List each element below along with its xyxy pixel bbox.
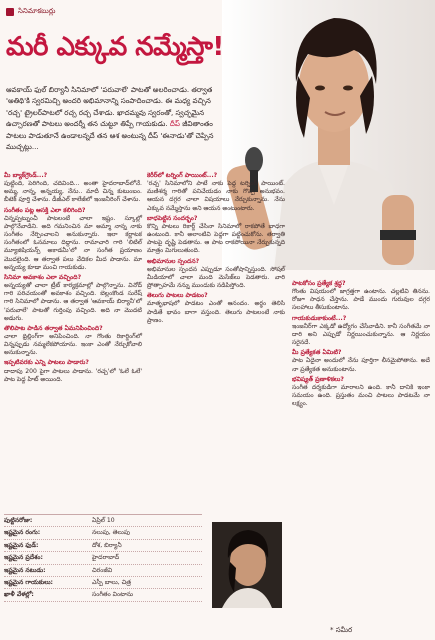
profile-value: చిరంజీవి bbox=[92, 566, 113, 574]
question: ఇప్పటివరకు ఎన్ని పాటలు పాడారు? bbox=[4, 359, 89, 367]
profile-row bbox=[4, 589, 202, 601]
column-3 bbox=[292, 278, 430, 408]
singer-thumbnail-illustration bbox=[212, 522, 282, 608]
rubric bbox=[6, 6, 55, 18]
intro-text: ఆవకాయ్ ఫుల్ బిర్యానీ సినిమాలో 'పరువాలే' పాటతో అలరించాడు. తర్వాత 'అతిథి'కి స్వరమిచ్చి అందరి అభిమానాన్ని సంపాదించాడు. ఈ మధ్య వచ్చిన 'రచ్చ' ట్రైలర్‌పాటలో రచ్చ రచ్చ చేశాడు. ఖాదమ్మవు స్వరంతో, స్వచ్ఛమైన ఉచ్చారణతో పాటలు అందర్నీ తన చుట్టూ తిప్పే గాయకుడు. bbox=[6, 85, 213, 129]
profile-label: ఇష్టమైన నటుడు: bbox=[4, 566, 46, 574]
answer: 'రచ్చ' సినిమాలోని పాటే నాకు పెద్ద టర్నింగ్ పాయింట్. మణిశర్మ గారితో పనిచేయడం నాకు గొప్ప అనుభవం. ఆయన దగ్గర చాలా విషయాలు నేర్చుకున్నాను. నేను ఎక్కువ నమ్మేస్తాను అని ఆయన అంటుంటారు. bbox=[147, 180, 285, 212]
answer: ఇంజనీర్‌గా ఎక్కడో ఉద్యోగం చేసేవాడిని. కానీ సంగీతమే నా దారి అని ఎప్పుడో నిర్ణయించుకున్నాను. ఆ నిర్ణయం సరైనదే. bbox=[292, 322, 430, 347]
question: సినిమా అవకాశం ఎలా వచ్చింది? bbox=[4, 273, 82, 281]
answer: అన్నయ్యతో చాలా ట్రీట్ కార్యక్రమాల్లో పాల్గొన్నాను. వినోద్ గారి పరిచయంతో అవకాశం వచ్చింది. బెల్లంకొండ సురేష్ గారి సినిమాలో పాడాను. ఆ తర్వాత 'ఆవకాయ్ బిర్యానీ'లో 'పరువాలే' పాటతో గుర్తింపు వచ్చింది. అది నా మొదటి అడుగు. bbox=[4, 282, 142, 322]
question: బాధపెట్టిన సందర్భం? bbox=[147, 214, 198, 222]
answer: చిన్నప్పట్నుంచీ పాటలంటే చాలా ఇష్టం. స్కూల్లో పాల్గొనేవాడిని. అది గమనించిన మా అమ్మా నాన్న నాకు సంగీతం నేర్పించాలని అనుకున్నారు. ఇలా కర్ణాటక సంగీతంలో ఓనమాలు దిద్దాను. రామాచారి గారి 'లిటిల్ మ్యూజిషియన్స్ అకాడమీ'లో నా సంగీత ప్రయాణం మొదలైంది. ఆ తర్వాత పలు వేదికల మీద పాడాను. మా అన్నయ్య కూడా మంచి గాయకుడు. bbox=[4, 214, 142, 271]
profile-row bbox=[4, 577, 202, 589]
question: గాయకుడుకాకుంటే...? bbox=[292, 314, 347, 322]
answer: అభిమానుల స్పందన ఎప్పుడూ సంతోషాన్నిస్తుంది. సోషల్ మీడియాలో చాలా మంది మెసేజ్‌లు పెడతారు. వారి ప్రోత్సాహమే నన్ను ముందుకు నడిపిస్తోంది. bbox=[147, 265, 285, 290]
answer: మాతృభాషలో పాడటం ఎంతో ఆనందం. అర్థం తెలిసి పాడితే భావం బాగా వస్తుంది. తెలుగు పాటలంటే నాకు ప్రాణం. bbox=[147, 300, 285, 324]
profile-label: ఇష్టమైన ఫుడ్: bbox=[4, 541, 39, 549]
question: సంగీతం పట్ల ఆసక్తి ఎలా కలిగింది? bbox=[4, 206, 86, 214]
profile-box bbox=[4, 514, 202, 602]
profile-value: హైదరాబాద్ bbox=[92, 554, 120, 562]
profile-row bbox=[4, 527, 202, 539]
singer-thumbnail bbox=[212, 522, 282, 608]
question: పాటకోసం ప్రత్యేక శ్రద్ధ? bbox=[292, 280, 346, 287]
profile-value: ఏప్రిల్ 10 bbox=[92, 517, 115, 524]
profile-label: పుట్టినరోజు: bbox=[4, 517, 33, 524]
profile-label: ఇష్టమైన గాయకులు: bbox=[4, 579, 53, 587]
question: మీ బ్యాక్‌గ్రౌండ్...? bbox=[4, 172, 48, 179]
answer: గొంతు విషయంలో జాగ్రత్తగా ఉంటాను. చల్లటివి తినను. రోజూ సాధన చేస్తాను. పాడే ముందు గురువుల దగ్గర సలహాలు తీసుకుంటాను. bbox=[292, 288, 430, 312]
answer: కొన్ని పాటలు రికార్డ్ చేసినా సినిమాలో రాకపోతే బాధగా ఉంటుంది. కానీ అలాంటివి పెద్దగా పట్టించుకోను. తర్వాతి పాటపై దృష్టి పెడతాను. ఆ పాట రాకపోయినా నేర్చుకున్నది మాత్రం మిగులుతుంది. bbox=[147, 222, 285, 255]
question: తెలుగు పాటలు పాడటం? bbox=[147, 292, 208, 300]
byline: * సమీర bbox=[330, 626, 353, 634]
byline-name: సమీర bbox=[335, 626, 353, 634]
intro-paragraph bbox=[6, 84, 218, 152]
profile-value: ఎస్పీ బాలు, చిత్ర bbox=[92, 579, 131, 587]
profile-value: నలుపు, తెలుపు bbox=[92, 529, 130, 537]
profile-label: ఇష్టమైన ప్రదేశం: bbox=[4, 554, 43, 562]
profile-row bbox=[4, 540, 202, 552]
profile-value: దోశ, బిర్యానీ bbox=[92, 541, 122, 549]
headline: మరీ ఎక్కువ నమ్మేస్తా! bbox=[6, 32, 224, 62]
profile-label: ఇష్టమైన రంగు: bbox=[4, 529, 41, 537]
question: మీ ప్రత్యేకత ఏమిటి? bbox=[292, 349, 342, 357]
profile-row bbox=[4, 552, 202, 564]
answer: పుట్టింది, పెరిగింది, చదివింది... అంతా హైదరాబాద్‌లోనే. అమ్మ, నాన్న, అన్నయ్య, నేను.. మాదీ చిన్న కుటుంబం. బీటెక్ పూర్తి చేశాను. డీజీఎల్ కాలేజీలో ఇంజనీరింగ్ చేశాను. bbox=[4, 180, 142, 204]
profile-row bbox=[4, 565, 202, 577]
intro-singer-name: దీప్ bbox=[169, 119, 180, 129]
question: కెరీర్‌లో టర్నింగ్ పాయింట్...? bbox=[147, 172, 218, 179]
rubric-mark-icon bbox=[6, 8, 14, 16]
question: భవిష్యత్ ప్రణాళికలు? bbox=[292, 375, 344, 383]
profile-value: సంగీతం వింటాను bbox=[92, 591, 133, 599]
answer: దాదాపు 200 పైగా పాటలు పాడాను. 'రచ్చ'లో 'ఓలే ఓలే' పాట పెద్ద హిట్ అయింది. bbox=[4, 367, 142, 383]
profile-label: ఖాళీ వేళల్లో: bbox=[4, 591, 34, 599]
intro-end-text: జీవితాంతం పాటలు పాడుతూనే ఉండాలన్నదే తన ఆశ అంటున్న దీప్ 'ఈనాడు'తో చెప్పిన ముచ్చట్లు... bbox=[6, 119, 214, 152]
question: తొలిపాట పాడిన తర్వాత ఏమనిపించింది? bbox=[4, 324, 103, 332]
rubric-label: సినిమాకబుర్లు bbox=[18, 7, 56, 15]
column-1 bbox=[4, 170, 142, 384]
column-2 bbox=[147, 170, 285, 325]
question: అభిమానుల స్పందన? bbox=[147, 257, 200, 265]
profile-row bbox=[4, 515, 202, 527]
answer: సంగీత దర్శకుడిగా మారాలని ఉంది. కానీ దానికి ఇంకా సమయం ఉంది. ప్రస్తుతం మంచి పాటలు పాడటమే నా లక్ష్యం. bbox=[292, 383, 430, 408]
answer: చాలా థ్రిల్లింగ్‌గా అనిపించింది. నా గొంతు రికార్డింగ్‌లో విన్నప్పుడు నమ్మలేకపోయాను. ఇంకా ఎంతో నేర్చుకోవాలి అనుకున్నాను. bbox=[4, 332, 142, 357]
answer: పాట ఏదైనా అందులో నేను పూర్తిగా లీనమైపోతాను. అదే నా ప్రత్యేకత అనుకుంటాను. bbox=[292, 357, 430, 373]
